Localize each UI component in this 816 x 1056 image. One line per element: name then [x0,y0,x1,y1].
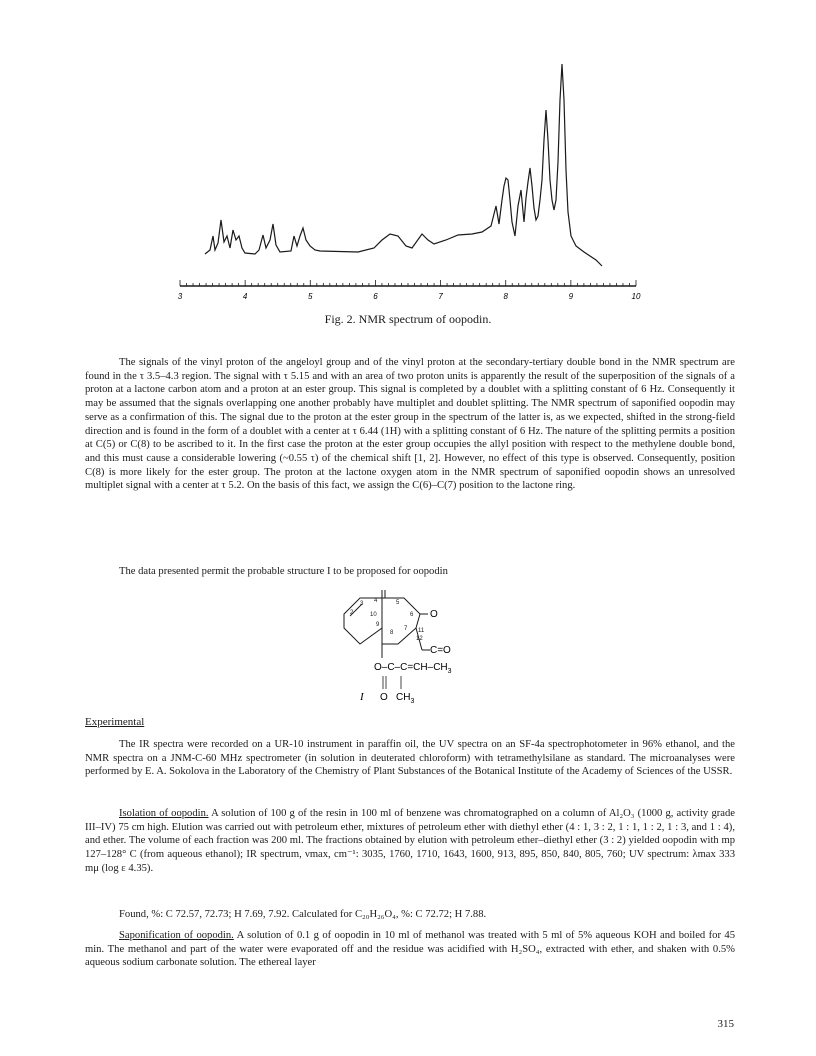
structure-i-diagram [330,588,490,718]
axis-tick-label: 4 [242,292,248,301]
isolation-title: Isolation of oopodin. [119,808,209,819]
axis-tick-label: 9 [568,292,574,301]
structure-label: I [360,691,364,703]
paragraph-analysis: Found, %: C 72.57, 72.73; H 7.69, 7.92. Calculated for C₂₀H₂₆O₄, %: C 72.72; H 7.88. [119,909,487,920]
experimental-heading: Experimental [85,716,145,728]
atom-number: 7 [404,626,408,632]
saponification-body: A solution of 0.1 g of oopodin in 10 ml of methanol was treated with 5 ml of 5% aqueous KOH and boiled for 45 min. The methanol and part of the water were evaporated off and the residue was acidified with H₂SO₄, extracted with ether, and shaken with 0.5% aqueous sodium carbonate solution. The ethereal layer [85,930,736,969]
paragraph-structure-proposal: The data presented permit the probable structure I to be proposed for oopodin [119,566,448,577]
axis-tick-label: 7 [438,292,443,301]
paragraph-isolation [85,807,735,876]
atom-number: 3 [360,601,364,607]
axis-tick-label: 5 [308,292,313,301]
atom-number: 11 [418,628,425,634]
axis-tick-label: 8 [503,292,508,301]
paragraph-saponification [85,929,735,970]
ester-chain: $O-C-C=CH-CH_3$ [374,662,452,675]
tau-axis [180,280,636,286]
atom-number: 2 [350,610,354,616]
isolation-body: A solution of 100 g of the resin in 100 ml of benzene was chromatographed on a column of Al₂O₃ (1000 g, activity grade III–IV) 75 cm high. Elution was carried out with petroleum ether, mixtures of petroleum ether with diethyl ether (4 : 1, 3 : 2, 1 : 1, 1 : 2, 1 : 3, and 1 : 4), and ether. The volume of each fraction was 200 ml. The fractions obtained by elution with petroleum ether–diethyl ether (3 : 2) yielded oopodin with mp 127–128° C (from aqueous ethanol); IR spectrum, νmax, cm⁻¹: 3035, 1760, 1710, 1643, 1600, 913, 895, 850, 840, 805, 760; UV spectrum: λmax 333 mμ (log ε 4.35). [85,808,735,874]
saponification-title: Saponification of oopodin. [119,930,234,941]
atom-number: 9 [376,622,380,628]
atom-number: 8 [390,630,394,636]
atom-number: 5 [396,600,400,606]
nmr-spectrum-figure [160,40,660,310]
ring-o-label: O [430,609,438,620]
ring-b [382,598,420,644]
atom-number: 6 [410,612,414,618]
lactone-label: C=O [430,645,451,656]
atom-number: 10 [370,612,377,618]
carbonyl-o: O [380,692,388,703]
figure-caption: Fig. 2. NMR spectrum of oopodin. [324,312,492,326]
tau-axis-labels [178,292,641,301]
atom-number: 4 [374,598,378,604]
spectrum-trace [205,64,602,266]
paragraph-nmr-discussion: The signals of the vinyl proton of the angeloyl group and of the vinyl proton at the secondary-tertiary double bond in the NMR spectrum are found in the τ 3.5–4.3 region. The signal with τ 5.15 and with an area of two proton units is apparently the result of the superposition of the signals of a proton at a lactone carbon atom and a proton at an ester group. This signal is completed by a doublet with a splitting constant of 6 Hz. Consequently it may be assumed that the signals overlapping one another probably have multiplet and doublet splitting. The NMR spectrum of saponified oopodin may serve as a confirmation of this. The signal due to the proton at the ester group in the spectrum of the latter is, as we expected, shifted in the strong-field direction and is found in the form of a doublet with a center at τ 6.44 (1H) with a splitting constant of 6 Hz. The nature of the splitting permits a position at C(5) or C(8) to be ascribed to it. In the first case the proton at the ester group occupies the allyl position with respect to the methylene double bond, and this must cause a considerable lowering (~0.55 τ) of the chemical shift [1, 2]. However, no effect of this type is observed. Consequently, position C(8) is more likely for the ester group. The proton at the lactone oxygen atom in the NMR spectrum of saponified oopodin shows an unresolved multiplet signal with a center at τ 5.2. On the basis of this fact, we assign the C(6)–C(7) position to the lactone ring. [85,357,735,492]
axis-tick-label: 6 [373,292,378,301]
axis-tick-label: 10 [631,292,641,301]
axis-tick-label: 3 [177,292,183,301]
paragraph-instruments: The IR spectra were recorded on a UR-10 instrument in paraffin oil, the UV spectra on an SF-4a spectrophotometer in 96% ethanol, and the NMR spectra on a JNM-C-60 MHz spectrometer (in solution in deuterated chloroform) with tetramethylsilane as standard. The microanalyses were performed by E. A. Sokolova in the Laboratory of the Chemistry of Plant Substances of the Botanical Institute of the Academy of Sciences of the USSR. [85,739,735,778]
page-number: 315 [717,1018,734,1030]
methyl-group: $CH_3$ [396,692,415,705]
atom-number: 12 [416,636,423,642]
